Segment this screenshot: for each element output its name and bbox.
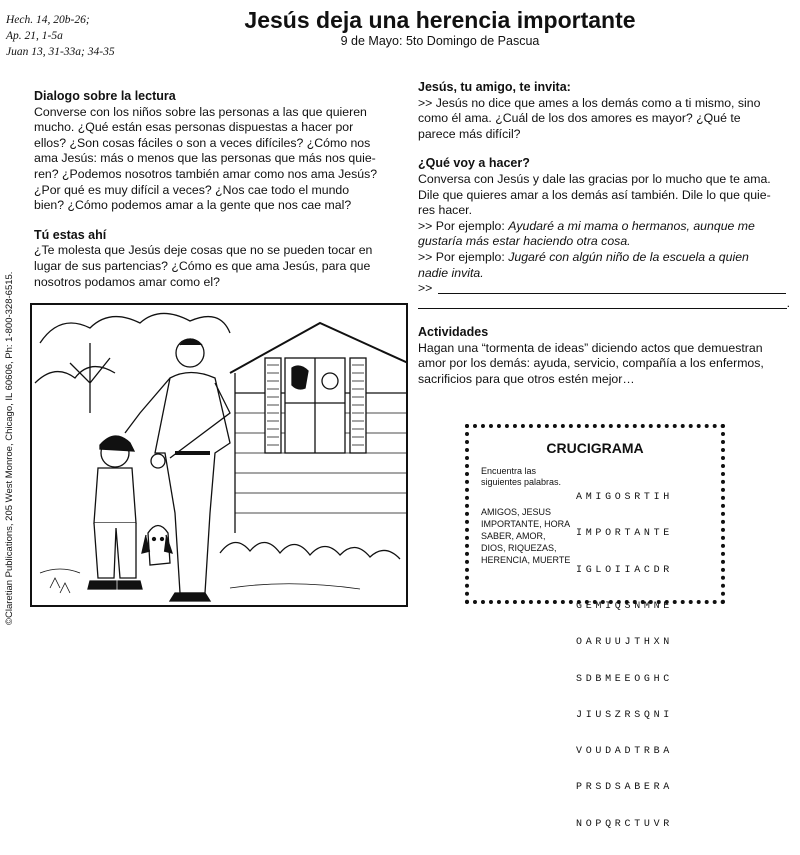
tu-estas-heading: Tú estas ahí [34, 227, 107, 242]
right-column [418, 80, 790, 388]
answer-line[interactable] [418, 296, 790, 311]
word-list-line: SABER, AMOR, [481, 531, 546, 541]
answer-line[interactable] [418, 281, 790, 296]
grid-row[interactable]: NOPQRCTUVR [576, 818, 674, 830]
invita-line: parece más difícil? [418, 126, 521, 141]
tu-estas-line: ¿Te molesta que Jesús deje cosas que no se pueden tocar en [34, 243, 373, 258]
word-list-line: DIOS, RIQUEZAS, [481, 543, 557, 553]
tu-estas-line: nosotros podamos amar como el? [34, 274, 220, 289]
scripture-references [6, 12, 156, 60]
grid-row[interactable]: IGLOIIACDR [576, 564, 674, 576]
grid-row[interactable]: JIUSZRSQNI [576, 709, 674, 721]
grid-row[interactable]: VOUDADTRBA [576, 746, 674, 758]
publisher-credit: ©Claretian Publications, 205 West Monroe, Chicago, IL 60606, Ph: 1-800-328-6515. [4, 271, 15, 625]
instruction-line: Encuentra las [481, 466, 537, 476]
grid-row[interactable]: OARUUJTHXN [576, 637, 674, 649]
answer-end-period: . [786, 295, 790, 310]
word-list-line: AMIGOS, JESUS [481, 507, 552, 517]
example-text: gustaría más estar haciendo otra cosa. [418, 234, 631, 249]
reference-line: Juan 13, 31-33a; 34-35 [6, 46, 115, 58]
dialogo-line: ¿Por qué es muy difícil a veces? ¿Nos cae todo el mundo [34, 182, 350, 197]
instruction-line: siguientes palabras. [481, 477, 562, 487]
word-search-title: CRUCIGRAMA [546, 440, 644, 456]
example-prefix: >> Por ejemplo: [418, 249, 509, 264]
reference-line: Ap. 21, 1-5a [6, 30, 63, 42]
dialogo-line: ellos? ¿Son cosas fáciles o son a veces difíciles? ¿Cómo nos [34, 135, 371, 150]
word-list [481, 506, 581, 566]
voy-line: Conversa con Jesús y dale las gracias por lo mucho que te ama. [418, 171, 771, 186]
dialogo-line: ama Jesús: más o menos que las personas que más nos quie- [34, 151, 376, 166]
word-list-line: IMPORTANTE, HORA [481, 519, 571, 529]
dialogo-line: bien? ¿Cómo podemos amar a la gente que nos cae mal? [34, 198, 352, 213]
grid-row[interactable]: PRSDSABERA [576, 782, 674, 794]
dialogo-line: ren? ¿Podemos nosotros también amar como nos ama Jesús? [34, 166, 378, 181]
invita-heading: Jesús, tu amigo, te invita: [418, 80, 571, 94]
page-title: Jesús deja una herencia importante [244, 7, 636, 33]
tu-estas-line: lugar de sus partencias? ¿Cómo es que ama Jesús, para que [34, 258, 371, 273]
voy-heading: ¿Qué voy a hacer? [418, 156, 530, 171]
actividades-line: sacrificios para que otros estén mejor… [418, 371, 635, 386]
example-text: Ayudaré a mi mama o hermanos, aunque me [508, 218, 755, 233]
word-search-instructions [481, 466, 571, 488]
example-line [418, 250, 790, 266]
grid-row[interactable]: IMPORTANTE [576, 528, 674, 540]
example-text: Jugaré con algún niño de la escuela a quien [508, 249, 749, 264]
invita-line: >> Jesús no dice que ames a los demás como a ti mismo, sino [418, 95, 761, 110]
dialogo-line: Converse con los niños sobre las personas a las que quieren [34, 104, 367, 119]
letter-grid[interactable] [576, 468, 719, 855]
voy-line: res hacer. [418, 203, 472, 218]
reference-line: Hech. 14, 20b-26; [6, 14, 90, 26]
actividades-line: Hagan una “tormenta de ideas” diciendo actos que demuestran [418, 340, 763, 355]
grid-row[interactable]: SDBMEEOGHC [576, 673, 674, 685]
word-search-box [465, 424, 725, 830]
grid-row[interactable]: GEMIQSNMNE [576, 601, 674, 613]
actividades-line: amor por los demás: ayuda, servicio, compañía a los enfermos, [418, 356, 764, 371]
page-subtitle: 9 de Mayo: 5to Domingo de Pascua [340, 34, 540, 48]
invita-line: como él ama. ¿Cuál de los dos amores es mayor? ¿Qué te [418, 111, 741, 126]
illustration-family-scene [30, 303, 408, 607]
answer-prefix: >> [418, 280, 433, 295]
example-line [418, 219, 790, 235]
dialogo-heading: Dialogo sobre la lectura [34, 89, 176, 103]
voy-line: Dile que quieres amar a los demás así también. Dile lo que quie- [418, 187, 771, 202]
word-list-line: HERENCIA, MUERTE [481, 555, 571, 565]
example-text: nadie invita. [418, 265, 484, 280]
grid-row[interactable]: AMIGOSRTIH [576, 492, 674, 504]
dialogo-line: mucho. ¿Qué están esas personas dispuestas a hacer por [34, 120, 354, 135]
left-column [34, 89, 406, 290]
example-prefix: >> Por ejemplo: [418, 218, 509, 233]
actividades-heading: Actividades [418, 325, 489, 340]
